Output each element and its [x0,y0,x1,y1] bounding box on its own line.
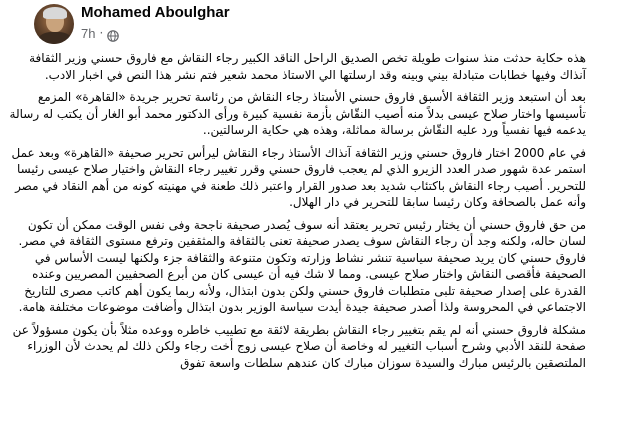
post-paragraph: من حق فاروق حسني أن يختار رئيس تحرير يعتقد أنه سوف يُصدر صحيفة ناجحة وفى نفس الوقت ممكن أن تكون لسان حاله، ولكنه وجد أن رجاء النقاش سوف يصدر صحيفة تعنى بالثقافة والمثقفين وترفع مستوى الثقافة في مصر. فاروق حسني كان يريد صحيفة سياسية تنشر نشاط وزارته وتكون متنوعة والثقافة جزء ولكنها ليست الأساس في الصحيفة فأقصى النقاش واختار صلاح عيسى. ومما لا شك فيه أن عيسى كان من أبرع الصحفيين المصريين وعنده القدرة على إصدار صحيفة تلبى متطلبات فاروق حسني ولكن بدون ابتذال، ولأنه ربما يكون أهم كاتب مصرى للتاريخ الاجتماعي في المحروسة ولذا أصدر صحيفة جيدة أيدت سياسة الوزير بدون ابتذال وأضافت موضوعات مختلفة هامة. [18,217,586,314]
post-paragraph: في عام 2000 اختار فاروق حسني وزير الثقافة آنذاك الأستاذ رجاء النقاش ليرأس تحرير صحيفة «القاهرة» وبعد عمل استمر عدة شهور صدر العدد الزيرو الذي لم يعجب فاروق حسني وقرر تغيير رجاء النقاش واختيار صلاح عيسى رئيسا للتحرير. أصيب رجاء النقاش باكتئاب شديد بعد صدور القرار واعتبر ذلك طعنة في مهنيته كونه من أهم النقاد في مصر وأنه عمل بالصحافة وكان رئيسا سابقا للتحرير في دار الهلال. [11,145,586,209]
post-header [0,0,624,48]
post-timestamp[interactable]: 7h [81,25,96,41]
post-paragraph: مشكلة فاروق حسني أنه لم يقم بتغيير رجاء النقاش بطريقة لائقة مع تطييب خاطره ووعده مثلاً بأن يكون مسؤولاً عن صفحة للنقد الأدبي وشرح أسباب التغيير له وخاصة أن صلاح عيسى زوج أخت رجاء ولكن ذلك لم يحدث لأن الوزراء الملتصقين بالرئيس مبارك والسيدة سوزان مبارك كان عندهم سلطات واسعة تفوق [12,322,586,370]
post-meta [81,25,119,41]
meta-separator: · [99,26,104,40]
author-name[interactable]: Mohamed Aboulghar [81,4,230,21]
post-paragraph: بعد أن استبعد وزير الثقافة الأسبق فاروق حسني الأستاذ رجاء النقاش من رئاسة تحرير جريدة «القاهرة» المزمع تأسيسها واختار صلاح عيسى بدلاً منه أصيب النقّاش بأزمة نفسية كبيرة ورأى الدكتور محمد أبو الغار أن يكتب له رسالة يدعمه فيها نفسياً ورد عليه النقّاش برسالة مماثلة، وهذه هي حكاية الرسالتين.. [9,90,586,137]
author-avatar[interactable] [34,4,74,44]
avatar-hair [43,7,67,19]
globe-icon[interactable] [107,27,119,39]
post-paragraph: هذه حكاية حدثت منذ سنوات طويلة تخص الصديق الراحل الناقد الكبير رجاء النقاش مع فاروق حسني وزير الثقافة آنذاك وفيها خطابات متبادلة بيني وبينه وقد ارسلتها الي الاستاذ محمد شعير فتم نشر هذا النص في اخبار الادب. [29,51,586,82]
post-body [0,50,586,377]
avatar-body [38,32,72,44]
